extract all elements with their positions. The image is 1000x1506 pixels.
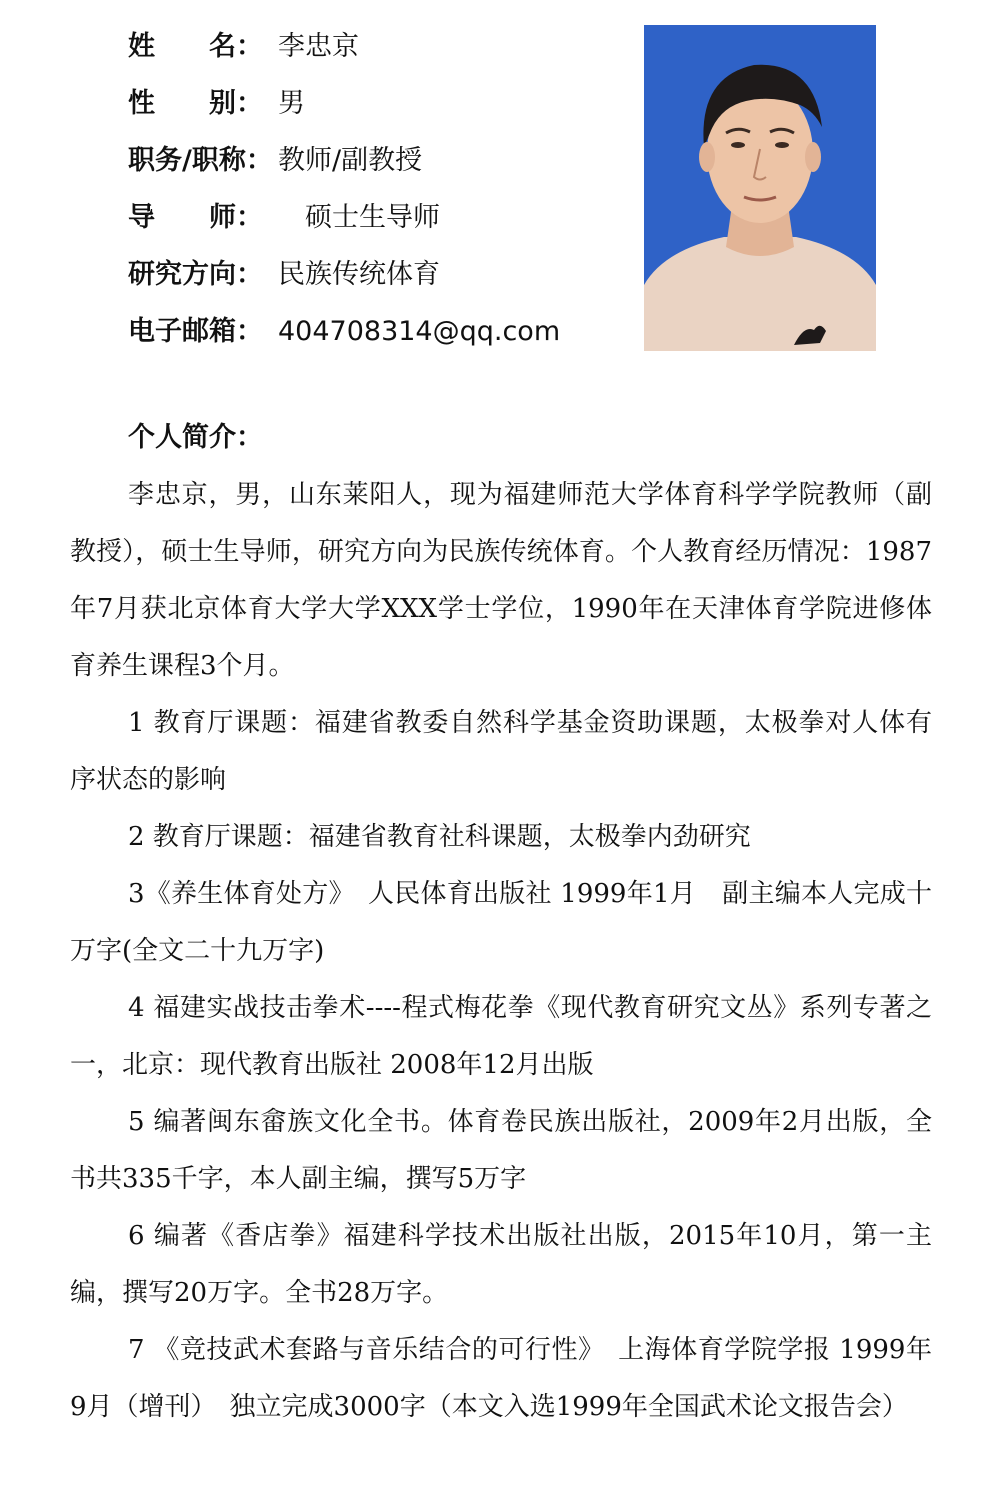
bio-paragraph: 5 编著闽东畲族文化全书。体育卷民族出版社，2009年2月出版，全书共335千字，本人副主编，撰写5万字 [70,1107,932,1194]
name-row [128,18,608,75]
advisor-label: 导 师： [128,202,263,233]
title-value: 教师/副教授 [278,145,423,176]
gender-value: 男 [278,88,305,119]
advisor-row [128,189,608,246]
bio-heading: 个人简介： [128,422,263,453]
bio-body [70,467,932,1436]
research-row [128,246,608,303]
bio-paragraph: 2 教育厅课题：福建省教育社科课题，太极拳内劲研究 [128,822,751,852]
gender-row [128,75,608,132]
bio-paragraph: 4 福建实战技击拳术----程式梅花拳《现代教育研究文丛》系列专著之一，北京：现代教育出版社 2008年12月出版 [70,993,932,1080]
bio-paragraph: 3《养生体育处方》 人民体育出版社 1999年1月 副主编本人完成十万字(全文二十九万字) [70,879,932,966]
bio-paragraph: 6 编著《香店拳》福建科学技术出版社出版，2015年10月，第一主编，撰写20万字。全书28万字。 [70,1221,932,1308]
email-row [128,303,608,360]
title-row [128,132,608,189]
name-value: 李忠京 [278,31,359,62]
portrait-icon [644,25,876,351]
research-label: 研究方向： [128,259,263,290]
research-value: 民族传统体育 [278,259,440,290]
email-label: 电子邮箱： [128,316,263,347]
bio-paragraph: 李忠京，男，山东莱阳人，现为福建师范大学体育科学学院教师（副教授），硕士生导师，研究方向为民族传统体育。个人教育经历情况：1987年7月获北京体育大学大学XXX学士学位，1990年在天津体育学院进修体育养生课程3个月。 [70,480,932,681]
title-label: 职务/职称： [128,145,273,176]
bio-paragraph: 7 《竞技武术套路与音乐结合的可行性》 上海体育学院学报 1999年9月（增刊） 独立完成3000字（本文入选1999年全国武术论文报告会） [70,1335,932,1422]
advisor-value: 硕士生导师 [278,202,440,233]
profile-info [128,18,608,360]
gender-label: 性 别： [128,88,263,119]
portrait-photo [644,25,876,351]
name-label: 姓 名： [128,31,263,62]
email-value: 404708314@qq.com [278,316,561,347]
bio-paragraph: 1 教育厅课题：福建省教委自然科学基金资助课题，太极拳对人体有序状态的影响 [70,708,932,795]
